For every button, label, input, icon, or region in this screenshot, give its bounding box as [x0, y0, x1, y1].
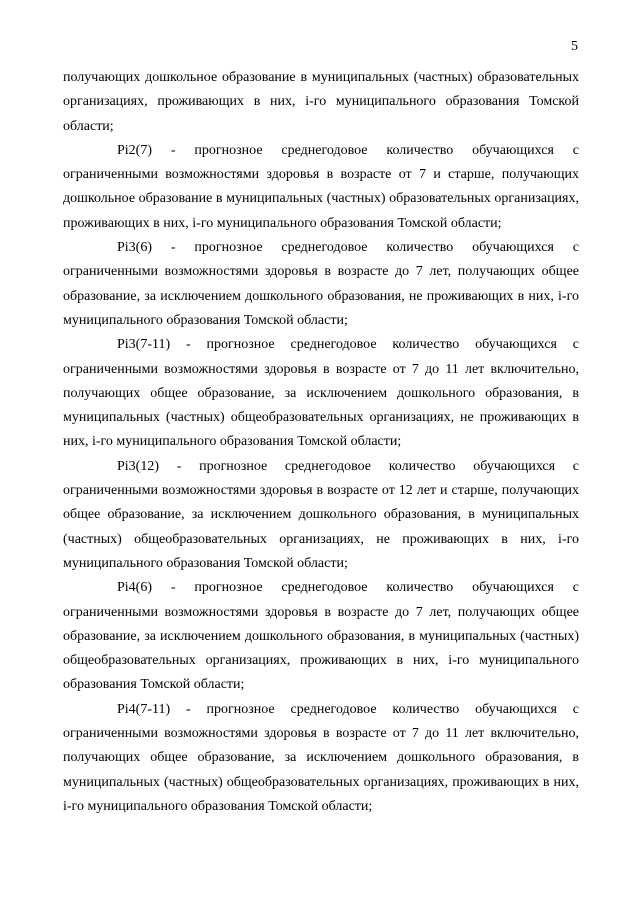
paragraph-continuation: получающих дошкольное образование в муниципальных (частных) образовательных организациях, проживающих в них, i-го муниципального образования Томской области; [63, 70, 579, 134]
paragraph-pi3-12: Pi3(12) - прогнозное среднегодовое количество обучающихся с ограниченными возможностями здоровья в возрасте от 12 лет и старше, получающих общее образование, за исключением дошкольного образования, в муниципальных (частных) общеобразовательных организациях, не проживающих в них, i-го муниципального образования Томской области; [63, 458, 579, 571]
paragraph-pi2-7: Pi2(7) - прогнозное среднегодовое количество обучающихся с ограниченными возможностями здоровья в возрасте от 7 и старше, получающих дошкольное образование в муниципальных (частных) образовательных организациях, проживающих в них, i-го муниципального образования Томской области; [63, 142, 579, 231]
paragraph-pi3-7-11: Pi3(7-11) - прогнозное среднегодовое количество обучающихся с ограниченными возможностями здоровья в возрасте от 7 до 11 лет включительно, получающих общее образование, за исключением дошкольного образования, в муниципальных (частных) общеобразовательных организациях, не проживающих в них, i-го муниципального образования Томской области; [63, 337, 579, 450]
page-number: 5 [571, 39, 578, 54]
paragraph-pi4-6: Pi4(6) - прогнозное среднегодовое количество обучающихся с ограниченными возможностями здоровья в возрасте до 7 лет, получающих общее образование, за исключением дошкольного образования, в муниципальных (частных) общеобразовательных организациях, проживающих в них, i-го муниципального образования Томской области; [63, 580, 579, 693]
paragraph-pi4-7-11: Pi4(7-11) - прогнозное среднегодовое количество обучающихся с ограниченными возможностями здоровья в возрасте от 7 до 11 лет включительно, получающих общее образование, за исключением дошкольного образования, в муниципальных (частных) общеобразовательных организациях, проживающих в них, i-го муниципального образования Томской области; [63, 701, 579, 814]
document-body [63, 66, 579, 819]
paragraph-pi3-6: Pi3(6) - прогнозное среднегодовое количество обучающихся с ограниченными возможностями здоровья в возрасте до 7 лет, получающих общее образование, за исключением дошкольного образования, не проживающих в них, i-го муниципального образования Томской области; [63, 240, 579, 328]
